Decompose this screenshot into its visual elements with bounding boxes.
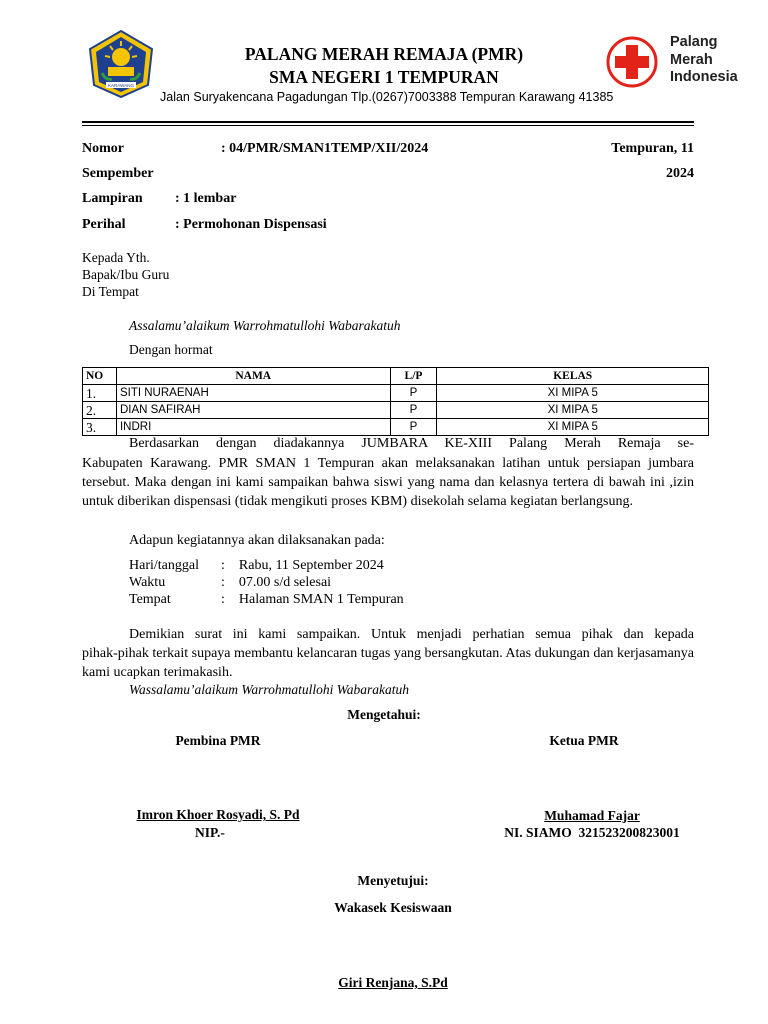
cell-nama: INDRI bbox=[116, 419, 390, 436]
detail-row-time bbox=[129, 574, 404, 591]
pembina-name: Imron Khoer Rosyadi, S. Pd bbox=[136, 807, 300, 822]
pmi-logo-word-1: Palang bbox=[670, 34, 718, 50]
cell-lp: P bbox=[390, 402, 437, 419]
lampiran-label: Lampiran bbox=[82, 191, 143, 206]
cell-kelas: XI MIPA 5 bbox=[437, 385, 709, 402]
detail-row-place bbox=[129, 591, 404, 608]
ketua-name: Muhamad Fajar bbox=[544, 808, 640, 823]
letter-date-month: Sempember bbox=[82, 166, 154, 181]
wakasek-role: Wakasek Kesiswaan bbox=[334, 900, 452, 915]
cell-nama: SITI NURAENAH bbox=[116, 385, 390, 402]
letterhead-title: PALANG MERAH REMAJA (PMR) bbox=[244, 44, 524, 64]
opening-salam: Assalamu’alaikum Warrohmatullohi Wabarakatuh bbox=[129, 318, 401, 333]
col-header-lp: L/P bbox=[390, 368, 437, 385]
ketua-id: NI. SIAMO 321523200823001 bbox=[504, 825, 680, 840]
detail-value: : Rabu, 11 September 2024 bbox=[221, 558, 384, 573]
pmi-logo-word-2: Merah bbox=[670, 51, 713, 68]
closing-paragraph-first-line: Demikian surat ini kami sampaikan. Untuk menjadi perhatian semua pihak dan kepada bbox=[129, 627, 694, 642]
perihal-value: : Permohonan Dispensasi bbox=[175, 217, 327, 232]
col-header-nama: NAMA bbox=[116, 368, 390, 385]
opening-greeting: Dengan hormat bbox=[129, 342, 213, 357]
table-row bbox=[83, 402, 709, 419]
pembina-nip: NIP.- bbox=[195, 825, 225, 840]
recipient-block bbox=[82, 249, 169, 300]
cell-nama: DIAN SAFIRAH bbox=[116, 402, 390, 419]
letter-date-line1: Tempuran, 11 bbox=[611, 141, 694, 156]
nomor-label: Nomor bbox=[82, 141, 124, 156]
letterhead-rule-thin bbox=[82, 125, 694, 126]
nomor-value: : 04/PMR/SMAN1TEMP/XII/2024 bbox=[221, 141, 429, 156]
pmi-logo-word-3: Indonesia bbox=[670, 69, 738, 85]
letter-date-year: 2024 bbox=[666, 166, 694, 181]
pembina-role: Pembina PMR bbox=[175, 733, 261, 748]
col-header-no: NO bbox=[83, 368, 117, 385]
cell-no: 1. bbox=[83, 385, 117, 402]
cell-kelas: XI MIPA 5 bbox=[437, 402, 709, 419]
cell-no: 3. bbox=[83, 419, 117, 436]
ketua-role: Ketua PMR bbox=[549, 733, 619, 748]
closing-salam: Wassalamu’alaikum Warrohmatullohi Wabarakatuh bbox=[129, 682, 410, 697]
body-paragraph-2: Adapun kegiatannya akan dilaksanakan pada: bbox=[129, 533, 385, 548]
detail-label: Waktu bbox=[129, 575, 166, 590]
letterhead-school-name: SMA NEGERI 1 TEMPURAN bbox=[269, 67, 499, 87]
recipient-line-3: Di Tempat bbox=[82, 284, 139, 299]
detail-value: : 07.00 s/d selesai bbox=[221, 575, 332, 590]
cell-lp: P bbox=[390, 385, 437, 402]
body-paragraph-1: Kabupaten Karawang. PMR SMAN 1 Tempuran akan melaksanakan latihan untuk persiapan jumbara tersebut. Maka dengan ini kami sampaikan bahwa siswi yang nama dan kelasnya tertera di bawah ini ,izin untuk diberikan dispensasi (tidak mengikuti proses KBM) disekolah selama kegiatan berlangsung. bbox=[82, 456, 694, 509]
recipient-line-1: Kepada Yth. bbox=[82, 250, 150, 265]
body-paragraph-1-first-line: Berdasarkan dengan diadakannya JUMBARA KE-XIII Palang Merah Remaja se- bbox=[129, 436, 694, 451]
menyetujui-label: Menyetujui: bbox=[357, 873, 429, 888]
table-header-row bbox=[83, 368, 709, 385]
table-row bbox=[83, 385, 709, 402]
emblem-caption: KARAWANG bbox=[108, 83, 134, 88]
detail-value: : Halaman SMAN 1 Tempuran bbox=[221, 592, 404, 607]
cell-kelas: XI MIPA 5 bbox=[437, 419, 709, 436]
recipient-line-2: Bapak/Ibu Guru bbox=[82, 267, 170, 282]
letterhead-address: Jalan Suryakencana Pagadungan Tlp.(0267)7003388 Tempuran Karawang 41385 bbox=[160, 90, 614, 104]
cell-no: 2. bbox=[83, 402, 117, 419]
detail-label: Tempat bbox=[129, 592, 171, 607]
mengetahui-label: Mengetahui: bbox=[347, 707, 421, 722]
letterhead-rule bbox=[82, 121, 694, 123]
detail-label: Hari/tanggal bbox=[129, 558, 199, 573]
col-header-kelas: KELAS bbox=[437, 368, 709, 385]
perihal-label: Perihal bbox=[82, 217, 126, 232]
event-details bbox=[129, 557, 404, 608]
cell-lp: P bbox=[390, 419, 437, 436]
lampiran-value: : 1 lembar bbox=[175, 191, 237, 206]
student-table bbox=[82, 367, 709, 436]
closing-paragraph: pihak-pihak terkait supaya membantu kelancaran tugas yang bersangkutan. Atas dukungan dan kerjasamanya kami ucapkan terimakasih. bbox=[82, 646, 694, 680]
detail-row-date bbox=[129, 557, 404, 574]
wakasek-name: Giri Renjana, S.Pd bbox=[338, 975, 448, 990]
table-row bbox=[83, 419, 709, 436]
